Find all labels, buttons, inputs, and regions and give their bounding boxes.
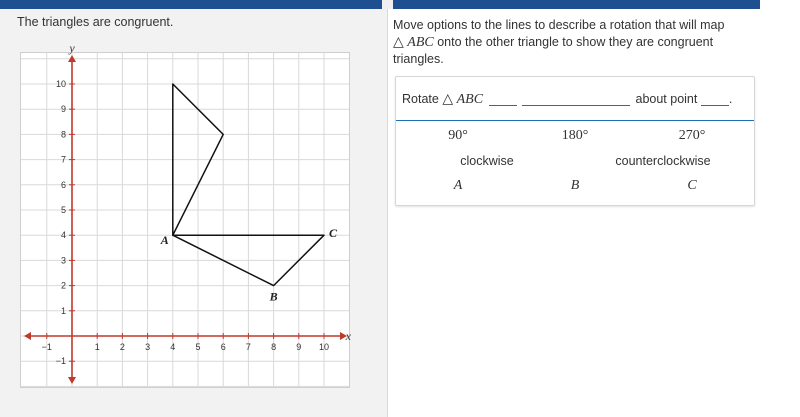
- degree-drop-slot[interactable]: [489, 91, 517, 106]
- graph-svg: [20, 41, 351, 388]
- y-tick-label: 4: [60, 230, 66, 241]
- x-tick-label: 5: [195, 342, 201, 352]
- y-tick-label: 2: [60, 280, 66, 291]
- top-header-bar: [0, 0, 800, 9]
- graph-frame: [21, 53, 350, 388]
- sentence-period: .: [728, 92, 733, 106]
- option-90-degrees[interactable]: 90°: [448, 128, 468, 143]
- vertex-label-a: A: [160, 233, 169, 248]
- x-tick-label: 6: [220, 342, 226, 352]
- option-counterclockwise[interactable]: counterclockwise: [615, 154, 711, 168]
- answer-sentence: [402, 90, 732, 108]
- y-tick-label: 10: [55, 79, 66, 89]
- point-drop-slot[interactable]: [701, 91, 729, 106]
- y-tick-label: 5: [60, 205, 66, 215]
- x-tick-label: 3: [145, 342, 151, 352]
- y-tick-label: 8: [60, 129, 66, 140]
- vertex-label-b: B: [269, 289, 278, 304]
- option-270-degrees[interactable]: 270°: [678, 128, 706, 143]
- y-tick-label: 9: [60, 104, 66, 115]
- y-tick-label: −1: [55, 356, 66, 367]
- x-axis-label: x: [345, 329, 351, 343]
- option-point-b[interactable]: B: [570, 178, 580, 193]
- option-clockwise[interactable]: clockwise: [460, 154, 514, 168]
- y-tick-label: 1: [60, 305, 66, 316]
- y-tick-label: 7: [60, 154, 66, 165]
- x-tick-label: 7: [245, 342, 251, 352]
- triangle-symbol-icon: △: [393, 33, 404, 49]
- triangle-name: ABC: [407, 35, 434, 50]
- x-tick-label: 1: [94, 342, 100, 352]
- header-gap: [382, 0, 393, 9]
- card-separator: [396, 120, 754, 121]
- x-tick-label: −1: [41, 342, 52, 352]
- rotate-label: Rotate: [402, 92, 439, 106]
- x-tick-label: 2: [119, 342, 125, 352]
- y-tick-label: 6: [60, 179, 66, 190]
- coordinate-graph: [20, 41, 351, 388]
- direction-drop-slot[interactable]: [522, 91, 630, 106]
- vertex-label-c: C: [328, 226, 338, 241]
- x-tick-label: 10: [318, 342, 330, 352]
- prompt-text-before: Move options to the lines to describe a rotation that will map: [393, 18, 725, 32]
- triangle-name: ABC: [456, 92, 484, 107]
- about-point-label: about point: [635, 92, 698, 106]
- right-margin: [760, 0, 800, 417]
- y-tick-label: 3: [60, 255, 66, 266]
- option-point-c[interactable]: C: [687, 178, 697, 193]
- x-tick-label: 4: [170, 342, 176, 352]
- option-point-a[interactable]: A: [453, 178, 463, 193]
- statement-text: The triangles are congruent.: [17, 15, 174, 29]
- option-180-degrees[interactable]: 180°: [561, 128, 589, 143]
- y-axis-label: y: [69, 41, 75, 55]
- triangle-symbol-icon: △: [442, 90, 454, 106]
- question-prompt: [393, 17, 738, 67]
- answer-card: [395, 76, 755, 206]
- x-tick-label: 9: [296, 342, 302, 352]
- prompt-text-after: onto the other triangle to show they are congruent triangles.: [393, 35, 714, 66]
- x-tick-label: 8: [271, 342, 277, 352]
- right-panel: [388, 9, 760, 417]
